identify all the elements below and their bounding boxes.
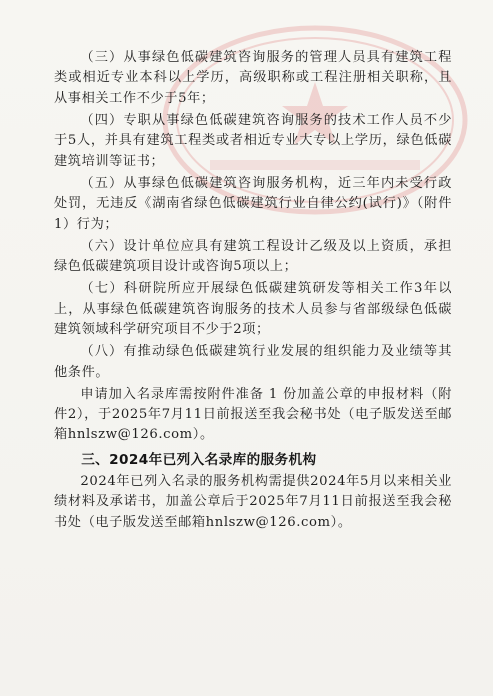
paragraph-item-4: （四）专职从事绿色低碳建筑咨询服务的技术工作人员不少于5人，并具有建筑工程类或者相近专业大专以上学历，绿色低碳建筑培训等证书； — [54, 112, 452, 169]
paragraph-item-6: （六）设计单位应具有建筑工程设计乙级及以上资质，承担绿色低碳建筑项目设计或咨询5项以上； — [54, 238, 452, 275]
paragraph-item-5: （五）从事绿色低碳建筑咨询服务机构，近三年内未受行政处罚，无违反《湖南省绿色低碳建筑行业自律公约(试行)》（附件1）行为； — [54, 175, 452, 232]
section-heading: 三、2024年已列入名录库的服务机构 — [81, 451, 317, 468]
paragraph-item-8: （八）有推动绿色低碳建筑行业发展的组织能力及业绩等其他条件。 — [54, 344, 452, 380]
document-body — [54, 48, 452, 535]
application-instructions: 申请加入名录库需按附件准备 1 份加盖公章的申报材料（附件2），于2025年7月11日前报送至我会秘书处（电子版发送至邮箱hnlszw@126.com）。 — [54, 386, 452, 443]
closing-paragraph: 2024年已列入名录的服务机构需提供2024年5月以来相关业绩材料及承诺书，加盖公章后于2025年7月11日前报送至我会秘书处（电子版发送至邮箱hnlszw@126.com）。 — [54, 473, 452, 530]
paragraph-item-7: （七）科研院所应开展绿色低碳建筑研发等相关工作3年以上，从事绿色低碳建筑咨询服务的技术人员参与省部级绿色低碳建筑领域科学研究项目不少于2项； — [54, 281, 452, 338]
paragraph-item-3: （三）从事绿色低碳建筑咨询服务的管理人员具有建筑工程类或相近专业本科以上学历，高级职称或工程注册相关职称，且从事相关工作不少于5年； — [54, 50, 452, 106]
